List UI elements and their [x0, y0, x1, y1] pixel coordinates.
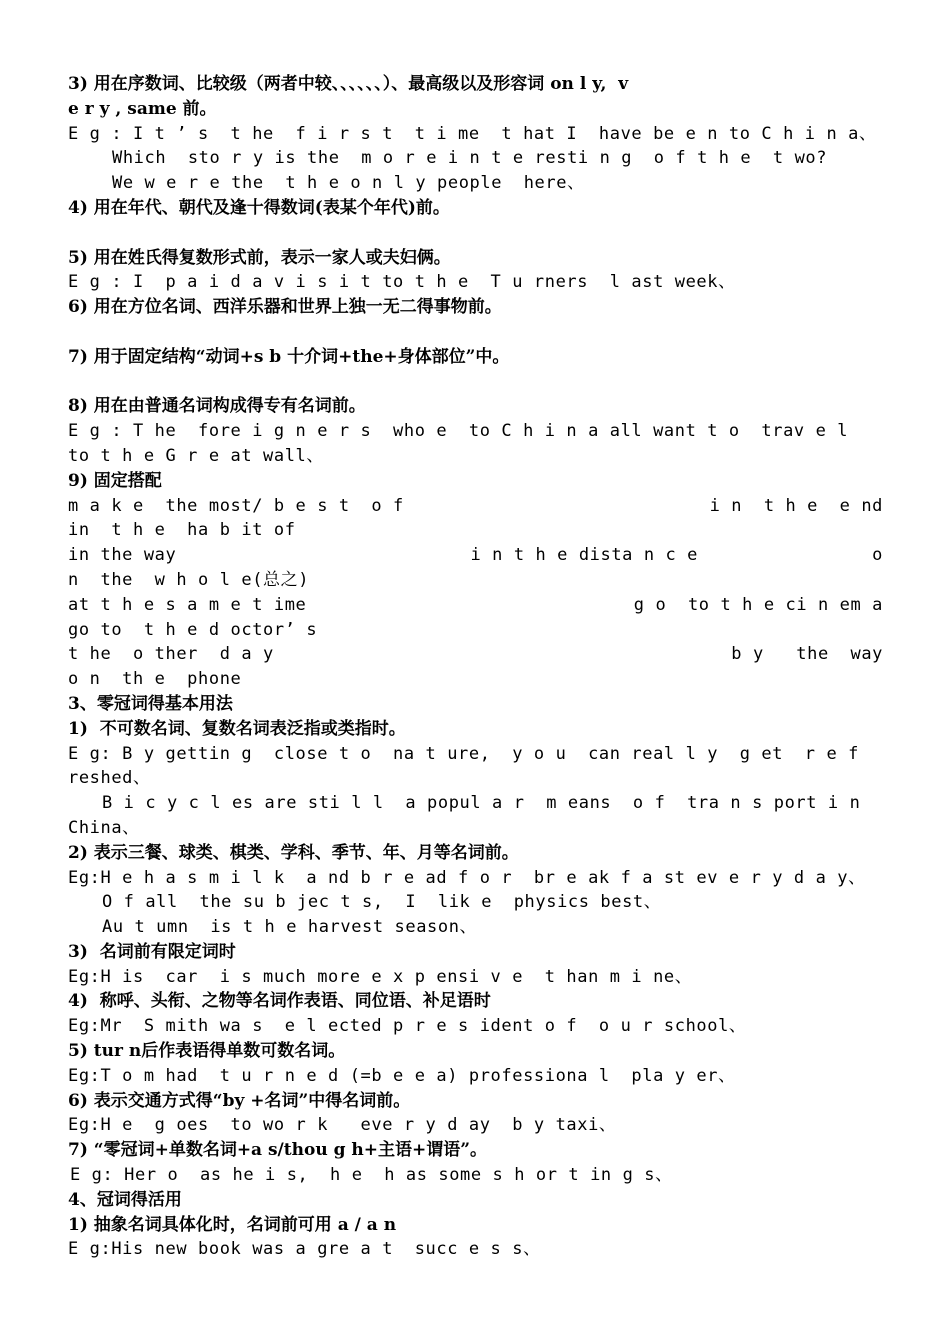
example-line: reshed、: [68, 768, 151, 789]
example-line: Eg:H e h a s m i l k a nd b r e ad f o r br e ak f a st ev e r y d a y、: [68, 867, 866, 888]
heading-3-ordinal: 3) 用在序数词、比较级（两者中较、、、、、、）、最高级以及形容词 on l y, v: [68, 74, 629, 94]
example-line: We w e r e the t h e o n l y people here、: [112, 173, 585, 194]
example-line: Eg:T o m had t u r n e d (=b e e a) professiona l pla y er、: [68, 1065, 736, 1086]
example-line: Which sto r y is the m o r e i n t e resti n g o f t h e t wo?: [112, 148, 828, 169]
example-line: E g: B y gettin g close t o na t ure, y o u can real l y g et r e f: [68, 743, 859, 764]
example-line: [68, 320, 883, 345]
example-line: [68, 370, 883, 395]
phrase-line: [68, 543, 883, 568]
example-line: China、: [68, 817, 140, 838]
example-line: E g : I p a i d a v i s i t to t h e T u rners l ast week、: [68, 272, 736, 293]
phrase-line: in t h e ha b it of: [68, 520, 296, 541]
phrase-line: n the w h o l e(总之): [68, 569, 310, 590]
heading-6-transport: 6) 表示交通方式得“by +名词”中得名词前。: [68, 1090, 411, 1111]
example-line: O f all the su b jec t s, I lik e physics best、: [102, 892, 662, 913]
example-line: E g : I t ’ s t he f i r s t t i me t hat I have be e n to C h i n a、: [68, 123, 877, 144]
heading-3-determiners: 3) 名词前有限定词时: [68, 941, 236, 962]
heading-1-abstract-nouns: 1) 抽象名词具体化时，名词前可用 a / a n: [68, 1214, 397, 1235]
phrase-line: o n th e phone: [68, 669, 242, 690]
example-line: B i c y c l es are sti l l a popul a r m eans o f tra n s port i n: [102, 793, 861, 814]
phrase: i n t h e dista n c e: [470, 545, 699, 566]
heading-5-turn: 5) tur n后作表语得单数可数名词。: [68, 1041, 346, 1062]
section-4-flexible-use: 4、冠词得活用: [68, 1189, 182, 1210]
example-line: E g:His new book was a gre a t succ e s s、: [68, 1239, 541, 1260]
heading-7-body-parts: 7) 用于固定结构“动词+s b 十介词+the+身体部位”中。: [68, 346, 510, 367]
heading-9-fixed-phrases: 9) 固定搭配: [68, 470, 162, 491]
phrase-line: [68, 593, 883, 618]
phrase: b y the way: [731, 644, 883, 665]
phrase: at t h e s a m e t ime: [68, 594, 307, 615]
phrase: m a k e the most/ b e s t o f: [68, 495, 404, 516]
example-line: E g : T he fore i g n e r s who e to C h i n a all want t o trav e l: [68, 421, 849, 442]
phrase: o: [872, 545, 883, 566]
phrase-line: go to t h e d octor’ s: [68, 619, 318, 640]
phrase: t he o ther d a y: [68, 644, 274, 665]
heading-4-titles: 4) 称呼、头衔、之物等名词作表语、同位语、补足语时: [68, 991, 491, 1012]
example-line: [68, 221, 883, 246]
heading-5-surnames: 5) 用在姓氏得复数形式前，表示一家人或夫妇俩。: [68, 247, 451, 268]
phrase: i n t h e e nd: [709, 495, 883, 516]
heading-7-as-though: 7) “零冠词+单数名词+a s/thou g h+主语+谓语”。: [68, 1140, 488, 1161]
heading-6-directions: 6) 用在方位名词、西洋乐器和世界上独一无二得事物前。: [68, 297, 502, 318]
example-line: E g: Her o as he i s, h e h as some s h or t in g s、: [70, 1165, 673, 1186]
heading-8-proper-nouns: 8) 用在由普通名词构成得专有名词前。: [68, 396, 366, 417]
example-line: Eg:Mr S mith wa s e l ected p r e s ident o f o u r school、: [68, 1016, 747, 1037]
phrase: in the way: [68, 545, 177, 566]
section-3-zero-article: 3、零冠词得基本用法: [68, 693, 233, 714]
example-line: Eg:H is car i s much more e x p ensi v e t han m i ne、: [68, 966, 693, 987]
example-line: to t h e G r e at wall、: [68, 445, 324, 466]
heading-3-cont: e r y , same 前。: [68, 98, 217, 119]
phrase: g o to t h e ci n em a: [633, 594, 883, 615]
heading-1-uncountable: 1) 不可数名词、复数名词表泛指或类指时。: [68, 718, 406, 739]
document-body: [68, 72, 883, 1262]
phrase-line: [68, 494, 883, 519]
phrase-line: [68, 642, 883, 667]
heading-2-meals: 2) 表示三餐、球类、棋类、学科、季节、年、月等名词前。: [68, 842, 519, 863]
example-line: Au t umn is t h e harvest season、: [102, 917, 478, 938]
heading-4-decades: 4) 用在年代、朝代及逢十得数词(表某个年代)前。: [68, 197, 450, 218]
example-line: Eg:H e g oes to wo r k eve r y d ay b y taxi、: [68, 1115, 617, 1136]
